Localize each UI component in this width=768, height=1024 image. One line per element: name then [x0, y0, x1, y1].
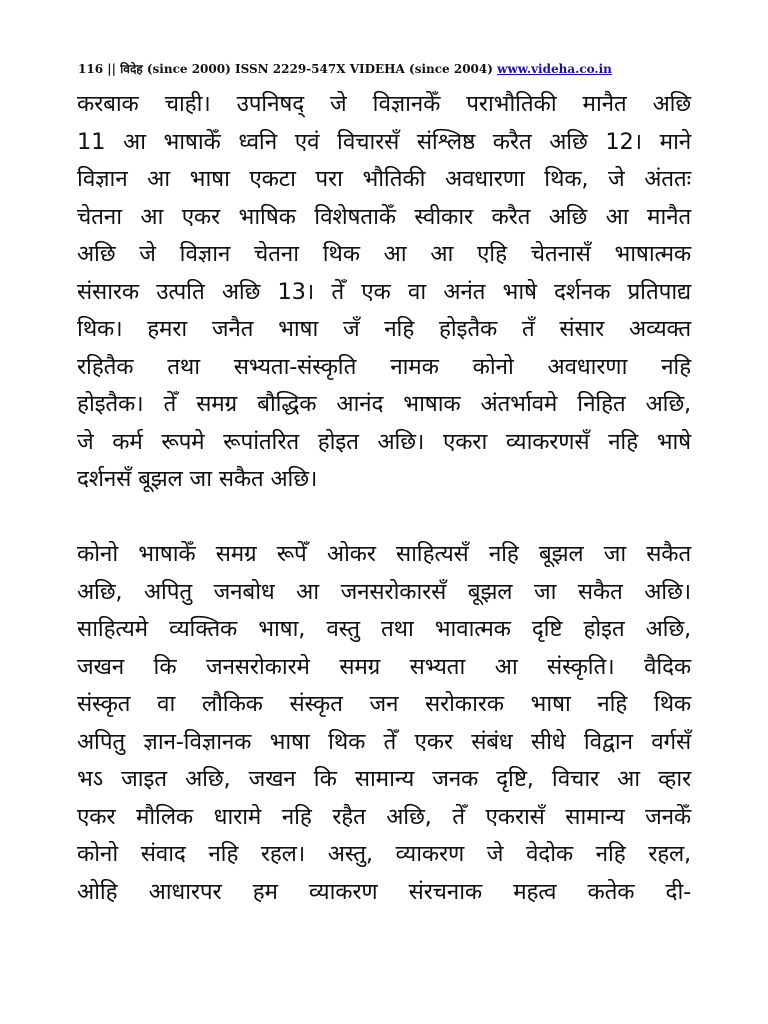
text-line: संसारक उत्पति अछि 13। तेँ एक वा अनंत भाषे दर्शनक प्रतिपाद्य — [77, 278, 691, 305]
website-link[interactable]: www.videha.co.in — [497, 62, 612, 76]
paragraph — [77, 86, 691, 499]
text-line: संस्कृत वा लौकिक संस्कृत जन सरोकारक भाषा नहि थिक — [77, 691, 691, 717]
text-line: कोनो संवाद नहि रहल। अस्तु, व्याकरण जे वेदोक नहि रहल, — [77, 841, 691, 867]
text-line: कोनो भाषाकेँ समग्र रूपेँ ओकर साहित्यसँ नहि बूझल जा सकैत — [77, 541, 691, 567]
text-line: करबाक चाही। उपनिषद् जे विज्ञानकेँ पराभौतिकी मानैत अछि — [77, 91, 691, 117]
text-line: 11 आ भाषाकेँ ध्वनि एवं विचारसँ संश्लिष्ठ करैत अछि 12। माने — [77, 128, 691, 155]
text-line: जे कर्म रूपमे रूपांतरित होइत अछि। एकरा व्याकरणसँ नहि भाषे — [77, 428, 691, 455]
journal-info: विदेह (since 2000) ISSN 2229-547X VIDEHA (since 2004) — [120, 62, 493, 76]
text-line: एकर मौलिक धारामे नहि रहैत अछि, तेँ एकरासँ सामान्य जनकेँ — [77, 803, 691, 830]
text-line: अपितु ज्ञान-विज्ञानक भाषा थिक तेँ एकर संबंध सीधे विद्वान वर्गसँ — [77, 728, 691, 755]
header-separator: || — [107, 62, 116, 76]
paragraph — [77, 536, 691, 911]
text-line: जखन कि जनसरोकारमे समग्र सभ्यता आ संस्कृति। वैदिक — [77, 653, 691, 680]
body-text — [77, 86, 691, 911]
text-line: होइतैक। तेँ समग्र बौद्धिक आनंद भाषाक अंतर्भावमे निहित अछि, — [77, 391, 691, 417]
text-line: ओहि आधारपर हम व्याकरण संरचनाक महत्व कतेक दी- — [77, 878, 691, 905]
text-line: अछि, अपितु जनबोध आ जनसरोकारसँ बूझल जा सकैत अछि। — [77, 578, 691, 605]
running-header — [78, 61, 718, 77]
text-line: विज्ञान आ भाषा एकटा परा भौतिकी अवधारणा थिक, जे अंततः — [77, 166, 691, 192]
text-line: भऽ जाइत अछि, जखन कि सामान्य जनक दृष्टि, विचार आ व्हार — [77, 766, 691, 792]
text-line: थिक। हमरा जनैत भाषा जँ नहि होइतैक तँ संसार अव्यक्त — [77, 316, 691, 342]
text-line: साहित्यमे व्यक्तिक भाषा, वस्तु तथा भावात्मक दृष्टि होइत अछि, — [77, 616, 691, 642]
text-line: रहितैक तथा सभ्यता-संस्कृति नामक कोनो अवधारणा नहि — [77, 353, 691, 380]
page-number: 116 — [78, 62, 104, 76]
text-line: अछि जे विज्ञान चेतना थिक आ आ एहि चेतनासँ भाषात्मक — [77, 241, 691, 267]
text-line: चेतना आ एकर भाषिक विशेषताकेँ स्वीकार करैत अछि आ मानैत — [77, 203, 691, 230]
text-line: दर्शनसँ बूझल जा सकैत अछि। — [77, 466, 318, 492]
